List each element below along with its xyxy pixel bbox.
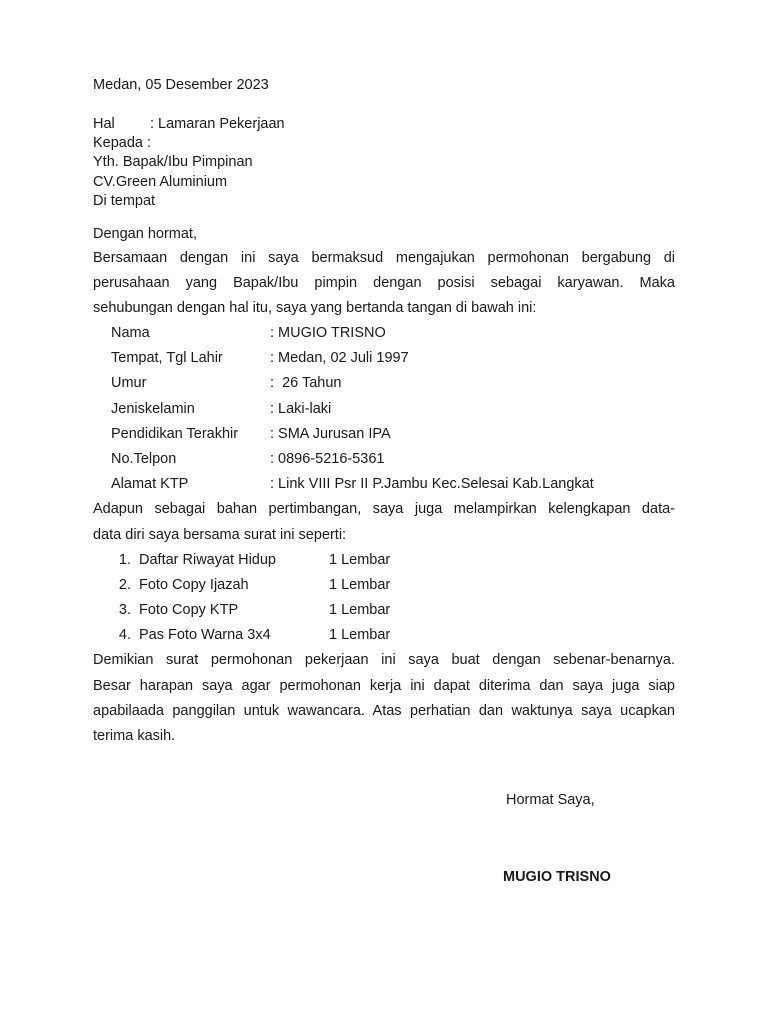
field-label: Pendidikan Terakhir bbox=[111, 426, 239, 442]
field-value: : MUGIO TRISNO bbox=[270, 325, 386, 341]
to-label: Kepada : bbox=[93, 135, 152, 151]
field-value: : Medan, 02 Juli 1997 bbox=[270, 350, 409, 366]
recipient-line: CV.Green Aluminium bbox=[93, 174, 228, 190]
subject-value: : Lamaran Pekerjaan bbox=[150, 116, 285, 132]
field-value: : Laki-laki bbox=[270, 401, 332, 417]
closing-line: terima kasih. bbox=[93, 728, 176, 744]
field-label: Tempat, Tgl Lahir bbox=[111, 350, 223, 366]
field-value: : SMA Jurusan IPA bbox=[270, 426, 391, 442]
signatory-name: MUGIO TRISNO bbox=[503, 869, 611, 885]
field-label: No.Telpon bbox=[111, 451, 177, 467]
sign-off: Hormat Saya, bbox=[506, 792, 595, 808]
subject-label: Hal bbox=[93, 116, 115, 132]
greeting: Dengan hormat, bbox=[93, 226, 197, 242]
attachment-number: 1. bbox=[118, 552, 131, 568]
field-label: Alamat KTP bbox=[111, 476, 189, 492]
place-date: Medan, 05 Desember 2023 bbox=[93, 77, 269, 93]
field-label: Umur bbox=[111, 375, 147, 391]
intro-line: perusahaan yang Bapak/Ibu pimpin dengan posisi sebagai karyawan. Maka bbox=[93, 275, 675, 291]
attachment-quantity: 1 Lembar bbox=[329, 627, 391, 643]
field-label: Jeniskelamin bbox=[111, 401, 195, 417]
attachment-name: Foto Copy KTP bbox=[139, 602, 239, 618]
attachment-number: 2. bbox=[118, 577, 131, 593]
attachment-number: 3. bbox=[118, 602, 131, 618]
intro-line: Bersamaan dengan ini saya bermaksud mengajukan permohonan bergabung di bbox=[93, 250, 675, 266]
closing-line: Besar harapan saya agar permohonan kerja ini dapat diterima dan saya juga siap bbox=[93, 678, 675, 694]
intro-line: sehubungan dengan hal itu, saya yang bertanda tangan di bawah ini: bbox=[93, 300, 537, 316]
attachment-quantity: 1 Lembar bbox=[329, 602, 391, 618]
closing-line: apabilaada panggilan untuk wawancara. Atas perhatian dan waktunya saya ucapkan bbox=[93, 703, 675, 719]
attachment-name: Pas Foto Warna 3x4 bbox=[139, 627, 271, 643]
closing-line: Demikian surat permohonan pekerjaan ini saya buat dengan sebenar-benarnya. bbox=[93, 652, 675, 668]
attachment-name: Daftar Riwayat Hidup bbox=[139, 552, 276, 568]
field-value: : 0896-5216-5361 bbox=[270, 451, 385, 467]
field-label: Nama bbox=[111, 325, 150, 341]
attachment-intro-line: Adapun sebagai bahan pertimbangan, saya juga melampirkan kelengkapan data- bbox=[93, 501, 675, 517]
field-value: : 26 Tahun bbox=[270, 375, 342, 391]
recipient-line: Yth. Bapak/Ibu Pimpinan bbox=[93, 154, 253, 170]
attachment-name: Foto Copy Ijazah bbox=[139, 577, 249, 593]
recipient-line: Di tempat bbox=[93, 193, 156, 209]
attachment-quantity: 1 Lembar bbox=[329, 552, 391, 568]
attachment-intro-line: data diri saya bersama surat ini seperti: bbox=[93, 527, 347, 543]
field-value: : Link VIII Psr II P.Jambu Kec.Selesai Kab.Langkat bbox=[270, 476, 594, 492]
attachment-quantity: 1 Lembar bbox=[329, 577, 391, 593]
attachment-number: 4. bbox=[118, 627, 131, 643]
